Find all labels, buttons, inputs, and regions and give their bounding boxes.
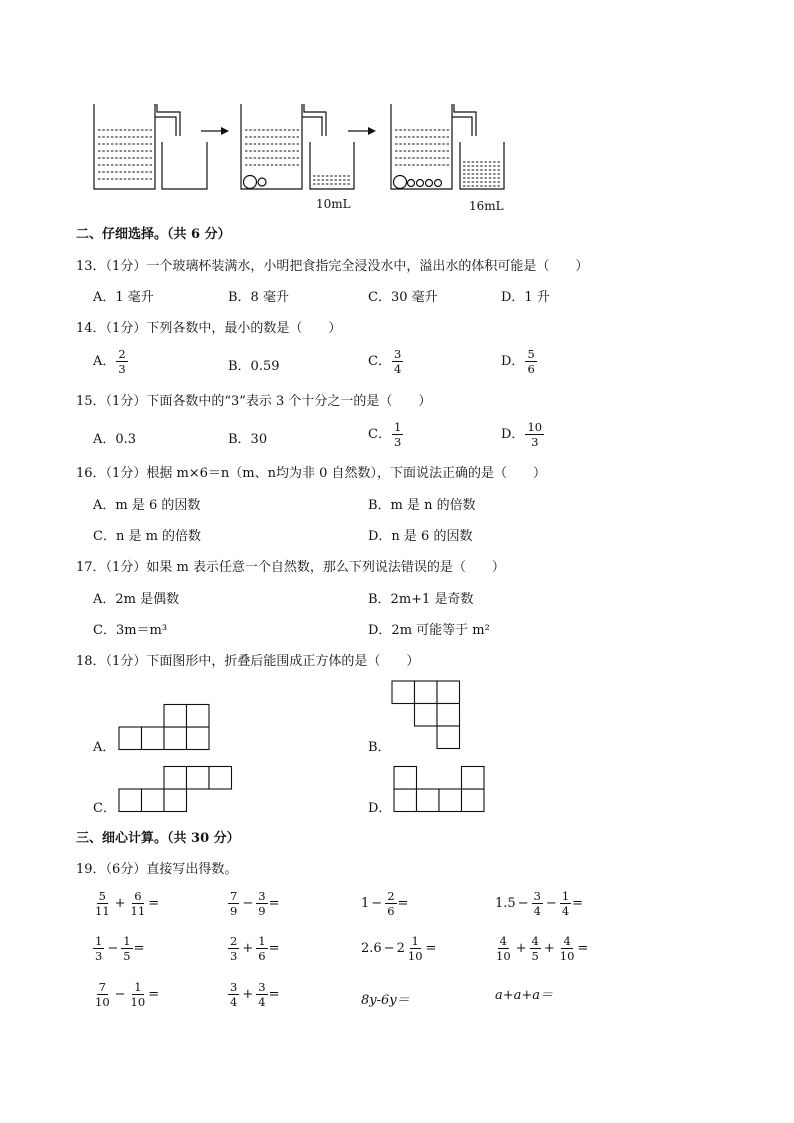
calc-r3c1: $\frac{7}{10}$ − $\frac{1}{10}$ = (95, 980, 160, 1010)
q17-option-a[interactable]: A．2m 是偶数 (93, 592, 180, 607)
q16-stem: 16．（1分）根据 m×6＝n（m、n均为非 0 自然数），下面说法正确的是（ ） (76, 466, 547, 481)
fraction: $\frac{4}{10}$ (496, 934, 511, 964)
fraction: $\frac{3}{4}$ (533, 889, 541, 919)
calc-r2c2: $\frac{2}{3}$ + $\frac{1}{6}$ = (230, 934, 280, 964)
calc-r2c4: $\frac{4}{10}$ + $\frac{4}{5}$ + $\frac{4}{10}$ = (496, 934, 589, 964)
q17-option-c[interactable]: C．3m＝m³ (93, 623, 168, 638)
option-letter: D． (501, 427, 525, 443)
fraction: $\frac{2}{3}$ (118, 347, 126, 377)
fraction: $\frac{10}{3}$ (527, 420, 543, 450)
fraction: $\frac{1}{5}$ (123, 934, 131, 964)
option-letter: A． (93, 354, 116, 370)
section-2-title: 二、仔细选择。（共 6 分） (76, 227, 231, 242)
section-3-title: 三、细心计算。（共 30 分） (76, 831, 240, 846)
calc-r1c3: 1 − $\frac{2}{6}$ = (361, 889, 409, 919)
q13-option-d[interactable]: D．1 升 (501, 290, 550, 305)
fraction: $\frac{5}{6}$ (527, 347, 535, 377)
calc-r3c3: 8y-6y＝ (361, 993, 410, 1008)
fraction: $\frac{1}{3}$ (95, 934, 103, 964)
fraction: $\frac{5}{11}$ (95, 889, 110, 919)
option-letter: D． (501, 354, 525, 370)
q19-stem: 19．（6分）直接写出得数。 (76, 862, 238, 877)
q16-option-d[interactable]: D．n 是 6 的因数 (368, 529, 473, 544)
fraction: $\frac{4}{5}$ (531, 934, 539, 964)
q17-option-d[interactable]: D．2m 可能等于 m² (368, 623, 490, 638)
fraction: $\frac{1}{6}$ (258, 934, 266, 964)
calc-r1c4: 1.5 − $\frac{3}{4}$ − $\frac{1}{4}$ = (495, 889, 584, 919)
q18-option-c[interactable]: C． (93, 801, 116, 816)
q18-stem: 18．（1分）下面图形中，折叠后能围成正方体的是（ ） (76, 654, 420, 669)
q14-option-b[interactable]: B．0.59 (228, 359, 280, 374)
fraction: $\frac{2}{3}$ (230, 934, 238, 964)
q13-option-a[interactable]: A．1 毫升 (93, 290, 154, 305)
calc-r1c1: $\frac{5}{11}$ + $\frac{6}{11}$ = (95, 889, 160, 919)
volume-label-16ml: 16mL (469, 199, 504, 213)
calc-r3c4: a+a+a＝ (495, 988, 554, 1003)
q17-stem: 17．（1分）如果 m 表示任意一个自然数，那么下列说法错误的是（ ） (76, 560, 505, 575)
volume-label-10ml: 10mL (316, 197, 351, 211)
q16-option-a[interactable]: A．m 是 6 的因数 (93, 498, 201, 513)
q13-stem: 13．（1分）一个玻璃杯装满水，小明把食指完全浸没水中，溢出水的体积可能是（ ） (76, 259, 589, 274)
q13-option-b[interactable]: B．8 毫升 (228, 290, 289, 305)
q15-stem: 15．（1分）下面各数中的“3”表示 3 个十分之一的是（ ） (76, 394, 432, 409)
q15-option-b[interactable]: B．30 (228, 432, 268, 447)
fraction: $\frac{3}{9}$ (258, 889, 266, 919)
fraction: $\frac{3}{4}$ (230, 980, 238, 1010)
fraction: $\frac{1}{10}$ (130, 980, 146, 1010)
fraction: $\frac{4}{10}$ (559, 934, 575, 964)
option-letter: C． (368, 354, 391, 370)
fraction: $\frac{3}{4}$ (258, 980, 266, 1010)
q18-option-d[interactable]: D． (368, 801, 392, 816)
fraction: $\frac{1}{10}$ (407, 934, 423, 964)
q18-option-a[interactable]: A． (93, 740, 116, 755)
q17-option-b[interactable]: B．2m+1 是奇数 (368, 592, 474, 607)
q18-option-b[interactable]: B． (368, 740, 391, 755)
calc-r2c1: $\frac{1}{3}$ − $\frac{1}{5}$ = (95, 934, 145, 964)
q16-option-c[interactable]: C．n 是 m 的倍数 (93, 529, 202, 544)
option-letter: C． (368, 427, 391, 443)
fraction: $\frac{6}{11}$ (130, 889, 146, 919)
calc-r1c2: $\frac{7}{9}$ − $\frac{3}{9}$ = (230, 889, 280, 919)
calc-r2c3: 2.6 − 2 $\frac{1}{10}$ = (361, 934, 437, 964)
fraction: $\frac{1}{4}$ (561, 889, 570, 919)
fraction: $\frac{1}{3}$ (393, 420, 402, 450)
fraction: $\frac{7}{9}$ (230, 889, 238, 919)
fraction: $\frac{2}{6}$ (387, 889, 395, 919)
q16-option-b[interactable]: B．m 是 n 的倍数 (368, 498, 476, 513)
q14-stem: 14．（1分）下列各数中，最小的数是（ ） (76, 321, 342, 336)
q15-option-a[interactable]: A．0.3 (93, 432, 137, 447)
fraction: $\frac{7}{10}$ (95, 980, 110, 1010)
fraction: $\frac{3}{4}$ (393, 347, 402, 377)
q13-option-c[interactable]: C．30 毫升 (368, 290, 438, 305)
calc-r3c2: $\frac{3}{4}$ + $\frac{3}{4}$ = (230, 980, 280, 1010)
